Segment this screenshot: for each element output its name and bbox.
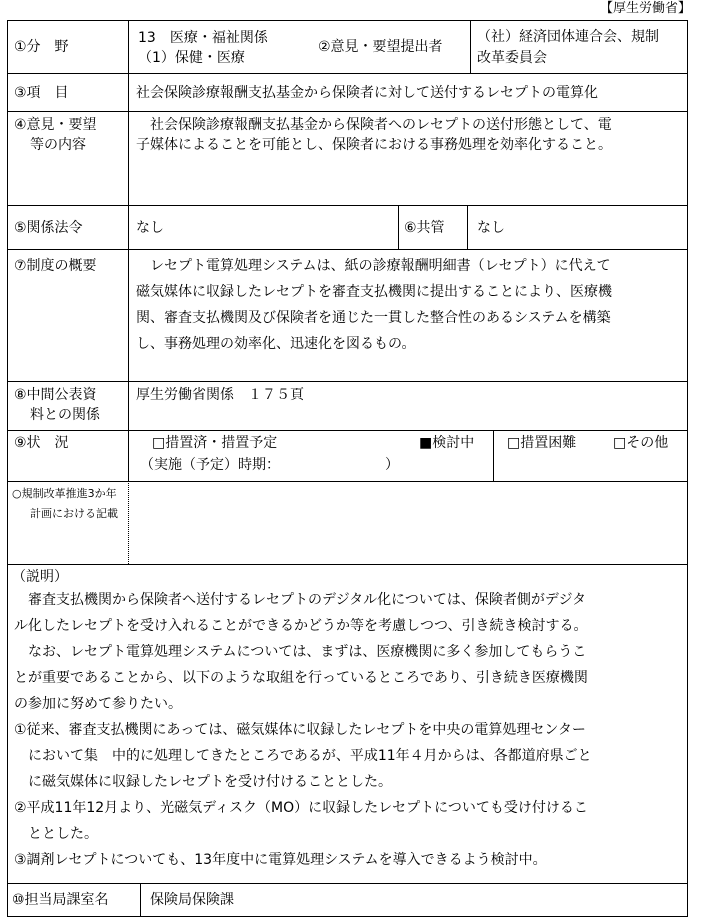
row-sep [7, 564, 688, 565]
item-label: ③項 目 [14, 85, 69, 101]
interim-value: 厚生労働省関係 １７５頁 [136, 387, 304, 403]
explanation-line: ととした。 [14, 826, 98, 842]
row-sep [7, 111, 688, 112]
explanation-heading: （説明） [12, 569, 68, 585]
table-border-top [7, 20, 688, 21]
field-value-line1: 13 医療・福祉関係 [138, 30, 268, 46]
status-label: ⑨状 況 [14, 435, 69, 451]
explanation-line: ル化したレセプトを受け入れることができるかどうか等を考慮しつつ、引き続き検討する。 [14, 618, 588, 634]
explanation-line: 審査支払機関から保険者へ送付するレセプトのデジタル化については、保険者側がデジタ [14, 592, 587, 608]
ministry-tag: 【厚生労働省】 [599, 1, 691, 16]
explanation-line: に磁気媒体に収録したレセプトを受け付けることとした。 [14, 774, 392, 790]
interim-label-line2: 料との関係 [30, 407, 100, 423]
explanation-line: ③調剤レセプトについても、13年度中に電算処理システムを導入できるよう検討中。 [14, 852, 547, 868]
field-label: ①分 野 [14, 39, 69, 55]
explanation-line: において集 中的に処理してきたところであるが、平成11年４月からは、各都道府県ごと [14, 748, 592, 764]
row-sep [7, 249, 688, 250]
row-sep [7, 430, 688, 431]
system-line: 磁気媒体に収録したレセプトを審査支払機関に提出することにより、医療機 [136, 284, 612, 300]
system-line: し、事務処理の効率化、迅速化を図るもの。 [136, 336, 416, 352]
opinion-label-line1: ④意見・要望 [14, 117, 97, 133]
table-border-left [7, 20, 8, 916]
system-line: レセプト電算処理システムは、紙の診療報酬明細書（レセプト）に代えて [136, 258, 611, 274]
status-option-other: □その他 [613, 435, 669, 451]
system-line: 関、審査支払機関及び保険者を通じた一貫した整合性のあるシステムを構築 [136, 310, 611, 326]
explanation-line: ②平成11年12月より、光磁気ディスク（MO）に収録したレセプトについても受け付けるこ [14, 800, 588, 816]
opinion-line: 子媒体によることを可能とし、保険者における事務処理を効率化すること。 [136, 137, 612, 153]
col-sep-dotted [128, 481, 129, 564]
col-sep [493, 430, 494, 481]
explanation-line: ①従来、審査支払機関にあっては、磁気媒体に収録したレセプトを中央の電算処理センター [14, 722, 586, 738]
row-sep [7, 883, 688, 884]
row-sep [7, 381, 688, 382]
submitter-value-line2: 改革委員会 [477, 50, 547, 66]
status-option-review: ■検討中 [419, 435, 475, 451]
col-sep [140, 883, 141, 916]
explanation-line: とが重要であることから、以下のような取組を行っているところであり、引き続き医療機関 [14, 670, 588, 686]
row-sep [7, 481, 688, 482]
system-label: ⑦制度の概要 [14, 258, 97, 274]
table-border-bottom [7, 916, 688, 917]
row-sep [7, 73, 688, 74]
explanation-line: なお、レセプト電算処理システムについては、まずは、医療機関に多く参加してもらうこ [14, 644, 587, 660]
plan-label-line2: 計画における記載 [30, 507, 118, 520]
table-border-right [687, 20, 688, 916]
interim-label-line1: ⑧中間公表資 [14, 387, 97, 403]
field-value-line2: （1）保健・医療 [138, 50, 245, 66]
joint-label: ⑥共管 [404, 220, 445, 236]
explanation-line: の参加に努めて参りたい。 [14, 696, 182, 712]
submitter-value-line1: （社）経済団体連合会、規制 [477, 29, 659, 45]
law-label: ⑤関係法令 [14, 220, 83, 236]
submitter-label: ②意見・要望提出者 [318, 39, 443, 55]
item-value: 社会保険診療報酬支払基金から保険者に対して送付するレセプトの電算化 [136, 85, 598, 101]
col-sep [128, 20, 129, 481]
status-period: （実施（予定）時期： ） [140, 457, 399, 473]
bureau-value: 保険局保険課 [150, 892, 234, 908]
col-sep [470, 20, 471, 73]
row-sep [7, 205, 688, 206]
status-option-difficult: □措置困難 [507, 435, 577, 451]
opinion-line: 社会保険診療報酬支払基金から保険者へのレセプトの送付形態として、電 [136, 117, 612, 133]
plan-label-line1: ○規制改革推進3か年 [12, 487, 117, 500]
status-option-done: □措置済・措置予定 [152, 435, 278, 451]
law-value: なし [136, 220, 164, 236]
col-sep [467, 205, 468, 249]
opinion-label-line2: 等の内容 [30, 137, 86, 153]
col-sep [398, 205, 399, 249]
bureau-label: ⑩担当局課室名 [12, 892, 109, 908]
joint-value: なし [477, 220, 505, 236]
